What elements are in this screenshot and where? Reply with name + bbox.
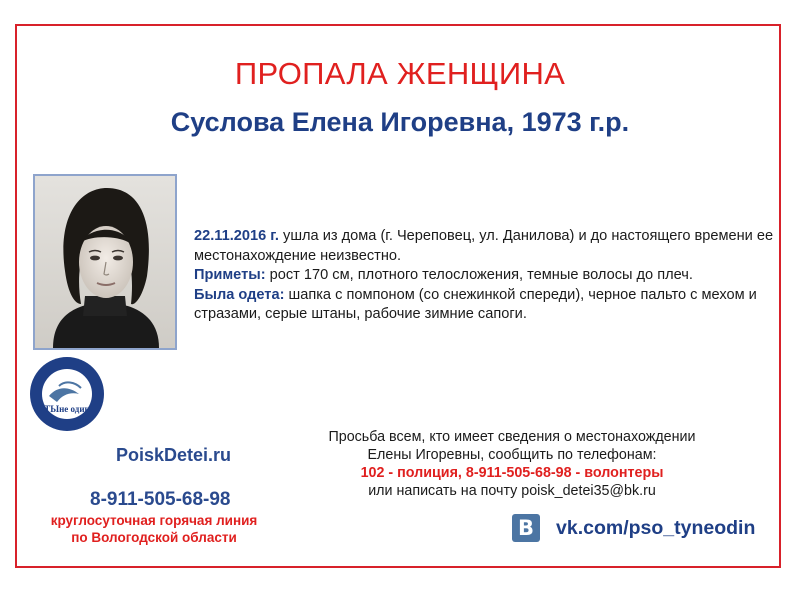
clothing-text: шапка с помпоном (со снежинкой спереди), черное пальто с мехом и стразами, серые штаны, рабочие зимние сапоги. (194, 286, 757, 322)
clothing-label: Была одета: (194, 286, 285, 303)
emblem-center-text: ТЫне один (44, 404, 90, 414)
request-line2: Елены Игоревны, сообщить по телефонам: (367, 447, 657, 463)
hotline-caption (30, 512, 278, 546)
contact-request (296, 428, 728, 500)
description-clothing (194, 286, 774, 325)
vk-icon: B (512, 514, 540, 542)
hotline-phone[interactable]: 8-911-505-68-98 (90, 489, 231, 510)
circumstances-text: ушла из дома (г. Череповец, ул. Данилова) и до настоящего времени ее местонахождение неизвестно. (194, 228, 774, 264)
request-email: или написать на почту poisk_detei35@bk.ru (368, 483, 656, 499)
missing-person-photo (33, 174, 177, 350)
hotline-caption-line2: по Вологодской области (71, 530, 237, 545)
poster-headline: ПРОПАЛА ЖЕНЩИНА (234, 56, 566, 91)
website-link[interactable]: PoiskDetei.ru (116, 445, 232, 465)
missing-description (194, 227, 774, 325)
description-signs (194, 266, 774, 286)
missing-date: 22.11.2016 г. (194, 228, 279, 244)
request-line1: Просьба всем, кто имеет сведения о местонахождении (328, 429, 696, 445)
volunteer-emblem-logo (29, 356, 105, 432)
vk-group-link[interactable]: vk.com/pso_tyneodin (556, 517, 756, 539)
request-phones: 102 - полиция, 8-911-505-68-98 - волонтеры (360, 465, 664, 481)
hotline-caption-line1: круглосуточная горячая линия (50, 513, 258, 528)
signs-text: рост 170 см, плотного телосложения, темные волосы до плеч. (265, 267, 693, 283)
missing-person-name: Суслова Елена Игоревна, 1973 г.р. (170, 107, 630, 137)
signs-label: Приметы: (194, 267, 266, 283)
description-circumstances (194, 227, 774, 266)
